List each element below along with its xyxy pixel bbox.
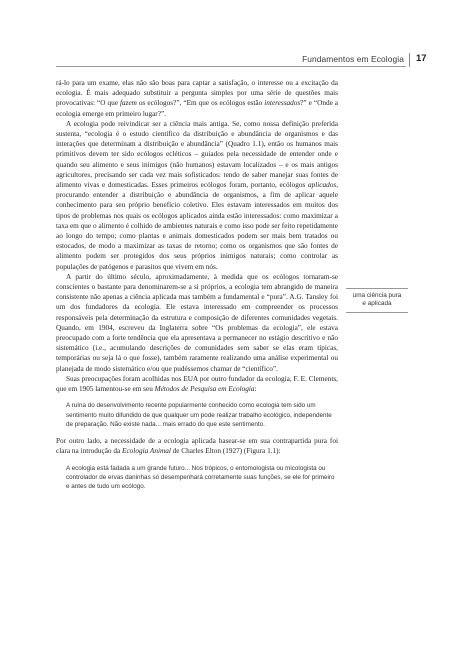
paragraph-2: A ecologia pode reivindicar ser a ciência mais antiga. Se, como nossa definição preferida sustenta, “ecologia é o estudo científico da distribuição e abundância de organismos e das interações que determinam a distribuição e abundância” (Quadro 1.1), então os humanos mais primitivos devem ter sido ecólogos ecléticos – guiados pela necessidade de entender onde e quando seu alimento e seus inimigos (não humanos) estavam localizados – e os mais antigos agricultores, precisando ser cada vez mais sofisticados: tendo de saber manejar suas fontes de alimento vivas e domesticadas. Esses primeiros ecólogos foram, portanto, ecólogos aplicados, procurando entender a distribuição e abundância de organismos, a fim de aplicar aquele conhecimento para seu próprio benefício coletivo. Eles estavam interessados em muitos dos tipos de problemas nos quais os ecólogos aplicados ainda estão interessados: como maximizar a taxa em que o alimento é colhido de ambientes naturais e como isso pode ser feito repetidamente ao longo do tempo; como plantas e animais domesticados podem ser mais bem tratados ou estocados, de modo a maximizar as taxas de retorno; como os organismos que são fontes de alimento podem ser protegidos dos seus próprios inimigos naturais; como controlar as populações de patógenos e parasitos que vivem em nós. [56, 119, 338, 271]
running-header [0, 52, 462, 70]
page-number: 17 [416, 53, 427, 64]
paragraph-4: Suas preocupações foram acolhidas nos EUA por outro fundador da ecologia, F. E. Clements, que em 1905 lamentou-se em seu Métodos de Pesquisa em Ecologia: [56, 374, 338, 394]
paragraph-5: Por outro lado, a necessidade de a ecologia aplicada basear-se em sua contrapartida pura foi clara na introdução da Ecologia Animal de Charles Elton (1927) (Figura 1.1): [56, 437, 338, 456]
header-rule [56, 66, 406, 67]
running-title: Fundamentos em Ecologia [302, 54, 404, 64]
main-text-column [56, 78, 338, 498]
block-quote-clements [66, 401, 338, 429]
block-quote-elton [66, 464, 338, 492]
margin-note-line-1: uma ciência pura [352, 292, 402, 299]
paragraph-1: rá-lo para um exame, elas não são boas para captar a satisfação, o interesse ou a excitação da ecologia. É mais adequado substituir a pergunta simples por uma série de questões mais provocativas: “O que fazem os ecólogos?”, “Em que os ecólogos estão interessados?” e “Onde a ecologia emerge em primeiro lugar?”. [56, 79, 339, 118]
quote-text: A ecologia está fadada a um grande futuro... Nos trópicos, o entomologista ou micologista ou controlador de ervas daninhas só desempenhará corretamente suas funções, se ele for primeiro e antes de tudo um ecólogo. [66, 464, 335, 491]
paragraph-3: A partir do último século, aproximadamente, à medida que os ecólogos tornaram-se conscientes o bastante para denominarem-se a si próprios, a ecologia tem abrangido de maneira consistente não apenas a ciência aplicada mas também a fundamental e “pura”. A.G. Tansley foi um dos fundadores da ecologia. Ele estava interessado em compreender os processos responsáveis pela determinação da estrutura e composição de diferentes comunidades vegetais. Quando, em 1904, escreveu da Inglaterra sobre “Os problemas da ecologia”, ele estava preocupado com a forte tendência que ela apresentava a permanecer no estágio descritivo e não sistemático (i.e., acumulando descrições de comunidades sem saber se elas eram típicas, temporárias ou seja lá o que fosse), também raramente realizando uma análise experimental ou planejada de modo sistemático e/ou que pudéssemos chamar de “científico”. [56, 272, 338, 373]
quote-text: A ruína do desenvolvimento recente popularmente conhecido como ecologia tem sido um sentimento muito difundido de que qualquer um pode realizar trabalho ecológico, independente de preparação. Não existe nada... mais errado do que este sentimento. [66, 402, 332, 428]
margin-note [346, 288, 408, 313]
margin-note-line-2: e aplicada [362, 300, 392, 308]
header-divider [409, 53, 410, 67]
